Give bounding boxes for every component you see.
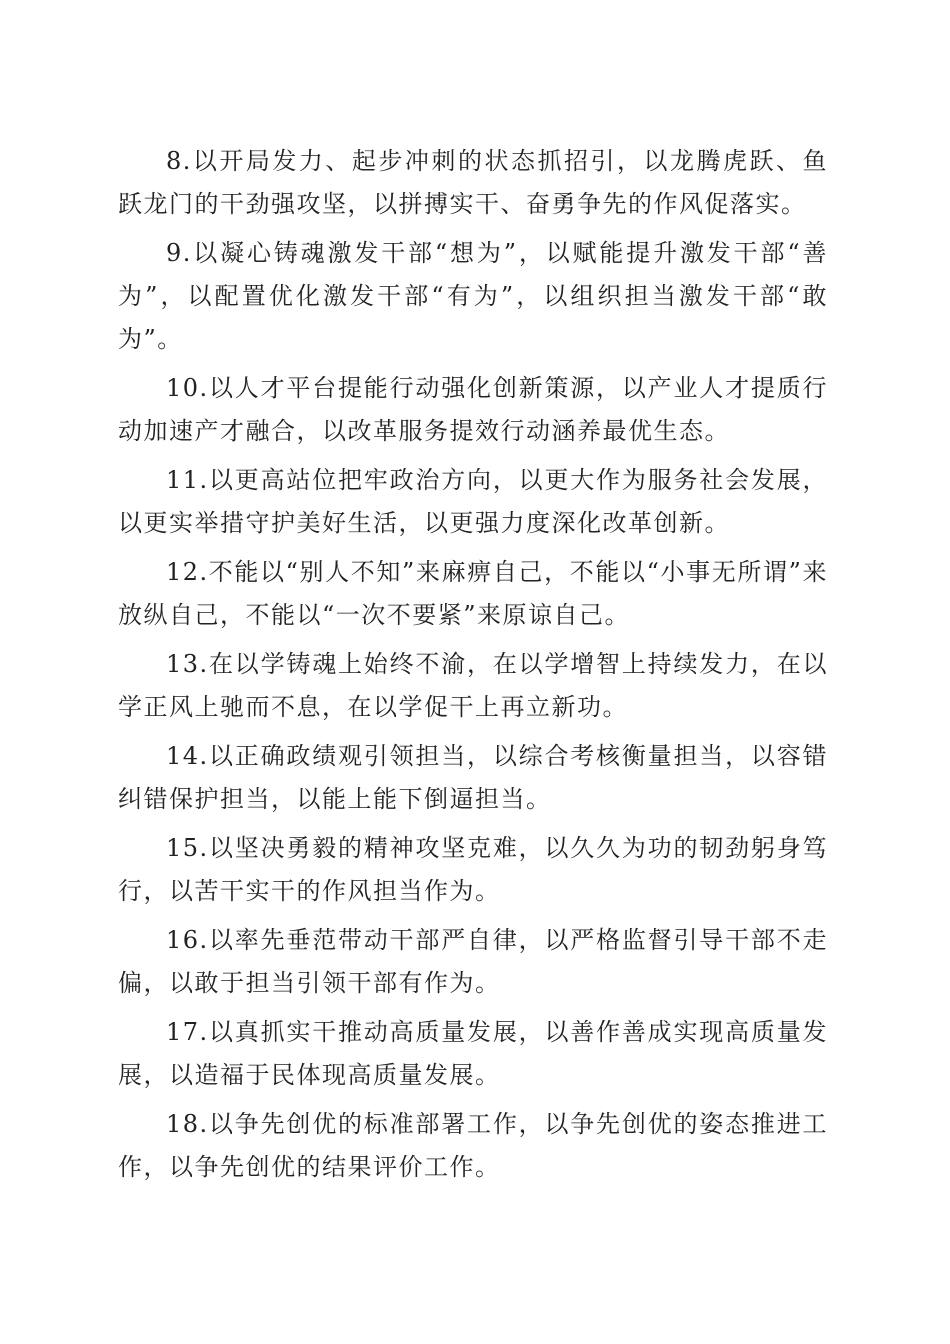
paragraph-12: 12.不能以“别人不知”来麻痹自己，不能以“小事无所谓”来放纵自己，不能以“一次不要紧”来原谅自己。 bbox=[118, 558, 828, 629]
paragraph-11: 11.以更高站位把牢政治方向，以更大作为服务社会发展，以更实举措守护美好生活，以更强力度深化改革创新。 bbox=[118, 466, 828, 537]
paragraph-17: 17.以真抓实干推动高质量发展，以善作善成实现高质量发展，以造福于民体现高质量发展。 bbox=[118, 1018, 828, 1089]
paragraph-10: 10.以人才平台提能行动强化创新策源，以产业人才提质行动加速产才融合，以改革服务提效行动涵养最优生态。 bbox=[118, 374, 828, 445]
paragraph-9: 9.以凝心铸魂激发干部“想为”，以赋能提升激发干部“善为”，以配置优化激发干部“有为”，以组织担当激发干部“敢为”。 bbox=[118, 239, 828, 353]
paragraph-8: 8.以开局发力、起步冲刺的状态抓招引，以龙腾虎跃、鱼跃龙门的干劲强攻坚，以拼搏实干、奋勇争先的作风促落实。 bbox=[118, 147, 828, 218]
paragraph-16: 16.以率先垂范带动干部严自律，以严格监督引导干部不走偏，以敢于担当引领干部有作为。 bbox=[118, 926, 828, 997]
paragraph-13: 13.在以学铸魂上始终不渝，在以学增智上持续发力，在以学正风上驰而不息，在以学促干上再立新功。 bbox=[118, 650, 828, 721]
paragraph-18: 18.以争先创优的标准部署工作，以争先创优的姿态推进工作，以争先创优的结果评价工作。 bbox=[118, 1110, 828, 1181]
paragraph-14: 14.以正确政绩观引领担当，以综合考核衡量担当，以容错纠错保护担当，以能上能下倒逼担当。 bbox=[118, 742, 828, 813]
paragraph-15: 15.以坚决勇毅的精神攻坚克难，以久久为功的韧劲躬身笃行，以苦干实干的作风担当作为。 bbox=[118, 834, 828, 905]
document-body bbox=[118, 140, 828, 1195]
